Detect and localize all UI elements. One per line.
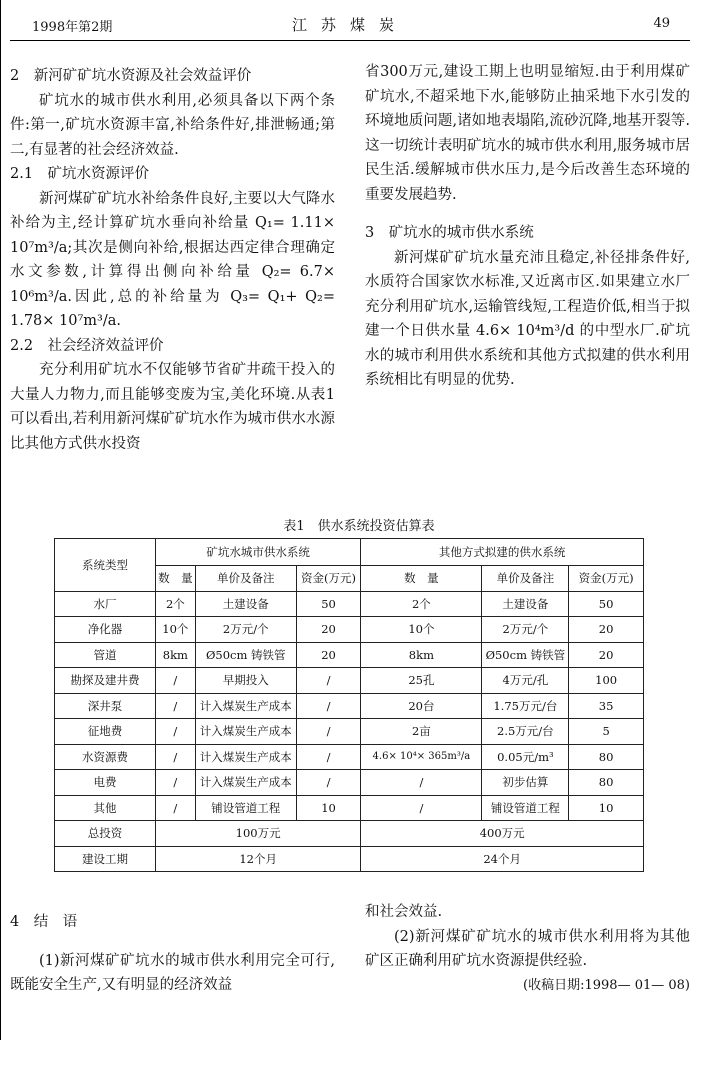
section-3-text: 新河煤矿矿坑水量充沛且稳定,补径排条件好,水质符合国家饮水标准,又近离市区.如果建立水厂充分利用矿坑水,运输管线短,工程造价低,相当于拟建一个日供水量 4.6× 10⁴m³/d 的中型水厂.矿坑水的城市利用供水系统和其他方式拟建的供水利用系统相比有明显的优势. [365, 249, 690, 388]
investment-table [54, 538, 644, 872]
cell-a-qty: / [155, 693, 195, 719]
right-column-top [365, 60, 690, 393]
cell-a-price: Ø50cm 铸铁管 [195, 642, 296, 668]
cell-b-fund: 35 [569, 693, 644, 719]
row-type: 深井泵 [55, 693, 156, 719]
cell-b-fund: 20 [569, 642, 644, 668]
table-row [55, 770, 644, 796]
table-row [55, 719, 644, 745]
cell-b-qty: 2个 [361, 591, 482, 617]
conclusion-point-1: (1)新河煤矿矿坑水的城市供水利用完全可行,既能安全生产,又有明显的经济效益 [10, 952, 335, 993]
cell-a-fund: / [296, 770, 361, 796]
conclusion-point-2: (2)新河煤矿矿坑水的城市供水利用将为其他矿区正确利用矿坑水资源提供经验. [365, 928, 690, 969]
header-divider [10, 40, 690, 41]
cell-b-fund: 80 [569, 744, 644, 770]
header-b-fund: 资金(万元) [569, 566, 644, 592]
cell-b-qty: 10个 [361, 617, 482, 643]
section-2-heading: 2 新河矿矿坑水资源及社会效益评价 [10, 68, 252, 84]
table-row-total [55, 821, 644, 847]
total-b: 400万元 [361, 821, 644, 847]
cell-a-price: 计入煤炭生产成本 [195, 744, 296, 770]
cell-a-qty: 8km [155, 642, 195, 668]
cell-a-fund: 10 [296, 795, 361, 821]
table-row [55, 693, 644, 719]
header-a-fund: 资金(万元) [296, 566, 361, 592]
cell-b-price: Ø50cm 铸铁管 [482, 642, 569, 668]
cell-b-price: 铺设管道工程 [482, 795, 569, 821]
table-row [55, 617, 644, 643]
left-column-bottom [10, 910, 335, 998]
cell-b-price: 1.75万元/台 [482, 693, 569, 719]
cell-b-fund: 80 [569, 770, 644, 796]
row-type: 水资源费 [55, 744, 156, 770]
cell-b-qty: / [361, 770, 482, 796]
running-header [10, 14, 690, 38]
subsection-2-2-heading: 2.2 社会经济效益评价 [10, 337, 164, 354]
cell-a-fund: 20 [296, 642, 361, 668]
cell-b-qty: 4.6× 10⁴× 365m³/a [361, 744, 482, 770]
period-b: 24个月 [361, 846, 644, 872]
cell-b-qty: 25孔 [361, 668, 482, 694]
cell-a-qty: / [155, 719, 195, 745]
row-type: 总投资 [55, 821, 156, 847]
section-3-heading: 3 矿坑水的城市供水系统 [365, 225, 534, 241]
cell-b-fund: 50 [569, 591, 644, 617]
conclusion-continuation: 和社会效益. [365, 904, 443, 920]
total-a: 100万元 [155, 821, 360, 847]
header-b-qty: 数 量 [361, 566, 482, 592]
row-type: 建设工期 [55, 846, 156, 872]
cell-a-price: 计入煤炭生产成本 [195, 693, 296, 719]
cell-a-qty: / [155, 770, 195, 796]
journal-title: 江苏煤炭 [291, 16, 408, 34]
cell-a-fund: / [296, 719, 361, 745]
header-a-qty: 数 量 [155, 566, 195, 592]
right-column-bottom [365, 900, 690, 998]
row-type: 净化器 [55, 617, 156, 643]
table-row [55, 795, 644, 821]
cell-a-qty: 2个 [155, 591, 195, 617]
header-b-price: 单价及备注 [482, 566, 569, 592]
cell-b-qty: 8km [361, 642, 482, 668]
cell-a-price: 计入煤炭生产成本 [195, 719, 296, 745]
cell-b-price: 初步估算 [482, 770, 569, 796]
cell-b-qty: 2亩 [361, 719, 482, 745]
cell-b-price: 0.05元/m³ [482, 744, 569, 770]
section-2-intro: 矿坑水的城市供水利用,必须具备以下两个条件:第一,矿坑水资源丰富,补给条件好,排泄畅通;第二,有显著的社会经济效益. [10, 92, 335, 158]
cell-b-fund: 5 [569, 719, 644, 745]
cell-b-fund: 10 [569, 795, 644, 821]
row-type: 征地费 [55, 719, 156, 745]
table-row [55, 744, 644, 770]
table-row-period [55, 846, 644, 872]
cell-a-fund: / [296, 693, 361, 719]
subsection-2-1-heading: 2.1 矿坑水资源评价 [10, 166, 150, 182]
cell-b-price: 2.5万元/台 [482, 719, 569, 745]
cell-b-qty: 20台 [361, 693, 482, 719]
cell-b-fund: 100 [569, 668, 644, 694]
header-system-type: 系统类型 [55, 539, 156, 592]
page-number: 49 [653, 16, 670, 31]
cell-b-price: 2万元/个 [482, 617, 569, 643]
subsection-2-1-text: 新河煤矿矿坑水补给条件良好,主要以大气降水补给为主,经计算矿坑水垂向补给量 Q₁= 1.11× 10⁷m³/a;其次是侧向补给,根据达西定律合理确定水文参数,计算得出侧向补给量 Q₂= 6.7× 10⁶m³/a.因此,总的补给量为 Q₃= Q₁+ Q₂= 1.78× 10⁷m³/a. [10, 190, 335, 329]
cell-a-qty: / [155, 668, 195, 694]
cell-a-qty: 10个 [155, 617, 195, 643]
cell-a-fund: / [296, 744, 361, 770]
period-a: 12个月 [155, 846, 360, 872]
issue-label: 1998年第2期 [32, 20, 113, 35]
row-type: 水厂 [55, 591, 156, 617]
row-type: 勘探及建井费 [55, 668, 156, 694]
subsection-2-2-text: 充分利用矿坑水不仅能够节省矿井疏干投入的大量人力物力,而且能够变废为宝,美化环境.从表1可以看出,若利用新河煤矿矿坑水作为城市供水水源比其他方式供水投资 [10, 362, 335, 452]
table-row [55, 591, 644, 617]
row-type: 其他 [55, 795, 156, 821]
left-column-top [10, 64, 335, 456]
cell-a-price: 铺设管道工程 [195, 795, 296, 821]
cell-a-price: 2万元/个 [195, 617, 296, 643]
cell-a-qty: / [155, 795, 195, 821]
cell-a-price: 计入煤炭生产成本 [195, 770, 296, 796]
table-row [55, 642, 644, 668]
cell-a-fund: / [296, 668, 361, 694]
cell-b-qty: / [361, 795, 482, 821]
cell-a-price: 早期投入 [195, 668, 296, 694]
header-a-price: 单价及备注 [195, 566, 296, 592]
header-group-mine-water: 矿坑水城市供水系统 [155, 539, 360, 566]
cell-a-fund: 20 [296, 617, 361, 643]
section-2-continuation: 省300万元,建设工期上也明显缩短.由于利用煤矿矿坑水,不超采地下水,能够防止抽采地下水引发的环境地质问题,诸如地表塌陷,流砂沉降,地基开裂等.这一切统计表明矿坑水的城市供水利用,服务城市居民生活.缓解城市供水压力,是今后改善生态环境的重要发展趋势. [365, 64, 690, 203]
received-date: (收稿日期:1998— 01— 08) [523, 977, 690, 993]
table-caption: 表1 供水系统投资估算表 [283, 519, 435, 534]
header-group-other: 其他方式拟建的供水系统 [361, 539, 644, 566]
cell-b-price: 4万元/孔 [482, 668, 569, 694]
cell-a-price: 土建设备 [195, 591, 296, 617]
table-row [55, 668, 644, 694]
cell-a-qty: / [155, 744, 195, 770]
row-type: 管道 [55, 642, 156, 668]
row-type: 电费 [55, 770, 156, 796]
cell-a-fund: 50 [296, 591, 361, 617]
cell-b-fund: 20 [569, 617, 644, 643]
section-4-heading: 4 结 语 [10, 914, 78, 930]
cell-b-price: 土建设备 [482, 591, 569, 617]
